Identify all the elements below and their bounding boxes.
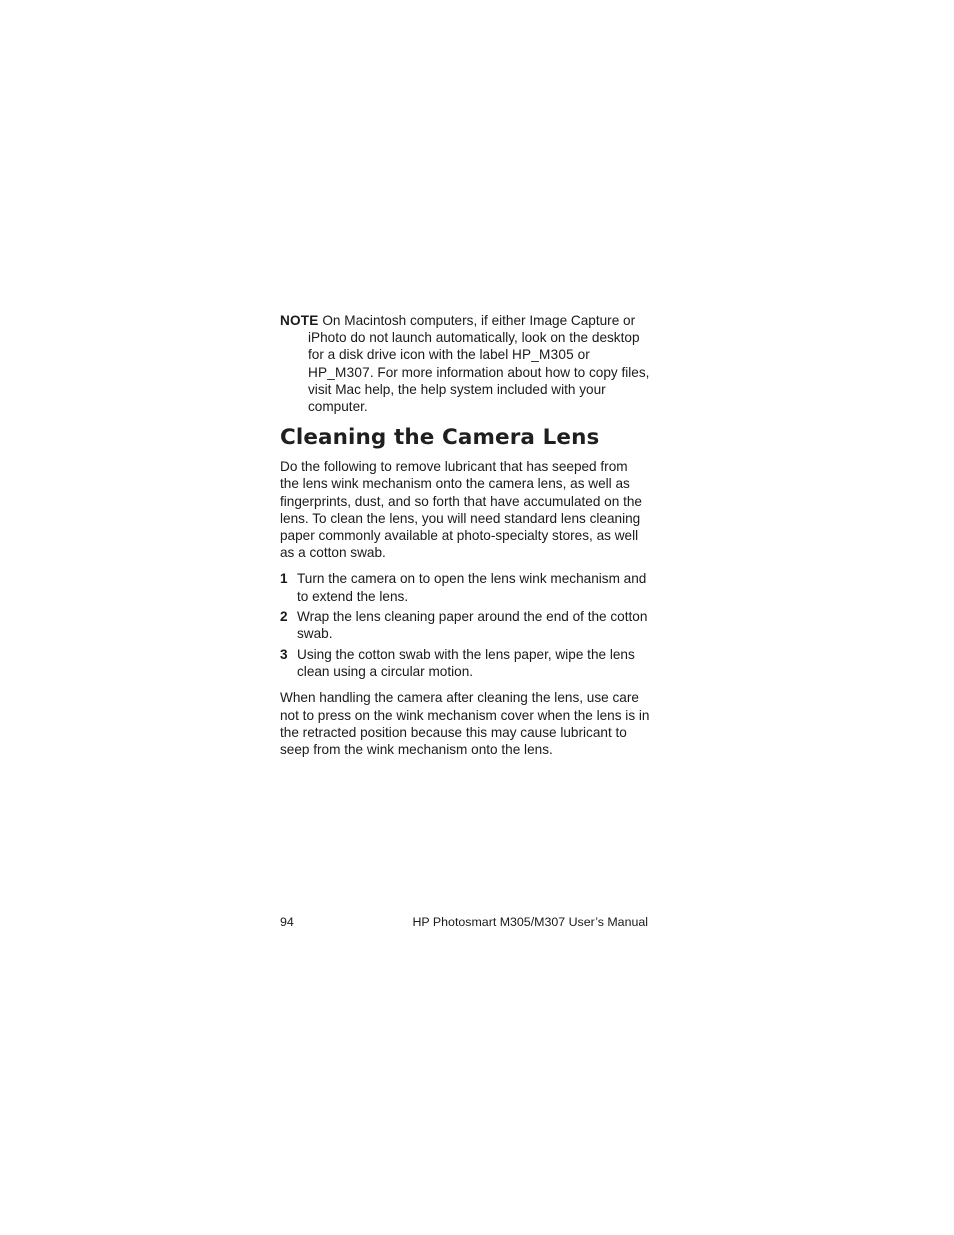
note-text-or: or — [573, 347, 590, 363]
step-text: Wrap the lens cleaning paper around the end of the cotton swab. — [297, 609, 648, 642]
step-number: 3 — [280, 647, 288, 663]
page-number: 94 — [280, 915, 294, 929]
step-text: Turn the camera on to open the lens wink mechanism and to extend the lens. — [297, 571, 647, 604]
step-item — [280, 570, 650, 604]
closing-paragraph: When handling the camera after cleaning the lens, use care not to press on the wink mechanism cover when the lens is in the retracted position because this may cause lubricant to seep from the wink mechanism onto the lens. — [280, 690, 650, 758]
disk-label-m305: HP_M305 — [512, 347, 574, 363]
note-paragraph — [280, 312, 650, 415]
step-number: 2 — [280, 609, 288, 625]
steps-list — [280, 570, 650, 680]
page-content — [280, 312, 650, 767]
step-item — [280, 646, 650, 680]
step-number: 1 — [280, 571, 288, 587]
note-label: NOTE — [280, 313, 319, 328]
step-text: Using the cotton swab with the lens paper, wipe the lens clean using a circular motion. — [297, 647, 635, 680]
step-item — [280, 608, 650, 642]
intro-paragraph: Do the following to remove lubricant that has seeped from the lens wink mechanism onto the camera lens, as well as fingerprints, dust, and so forth that have accumulated on the lens. To clean the lens, you will need standard lens cleaning paper commonly available at photo-specialty stores, as well as a cotton swab. — [280, 459, 642, 561]
note-text-before: On Macintosh computers, if either Image Capture or iPhoto do not launch automatically, look on the desktop for a disk drive icon with the label — [308, 313, 640, 363]
manual-title: HP Photosmart M305/M307 User’s Manual — [412, 915, 648, 929]
note-text-after: . For more information about how to copy files, visit Mac help, the help system included with your computer. — [308, 364, 650, 415]
section-title: Cleaning the Camera Lens — [280, 425, 600, 451]
disk-label-m307: HP_M307 — [308, 364, 370, 380]
